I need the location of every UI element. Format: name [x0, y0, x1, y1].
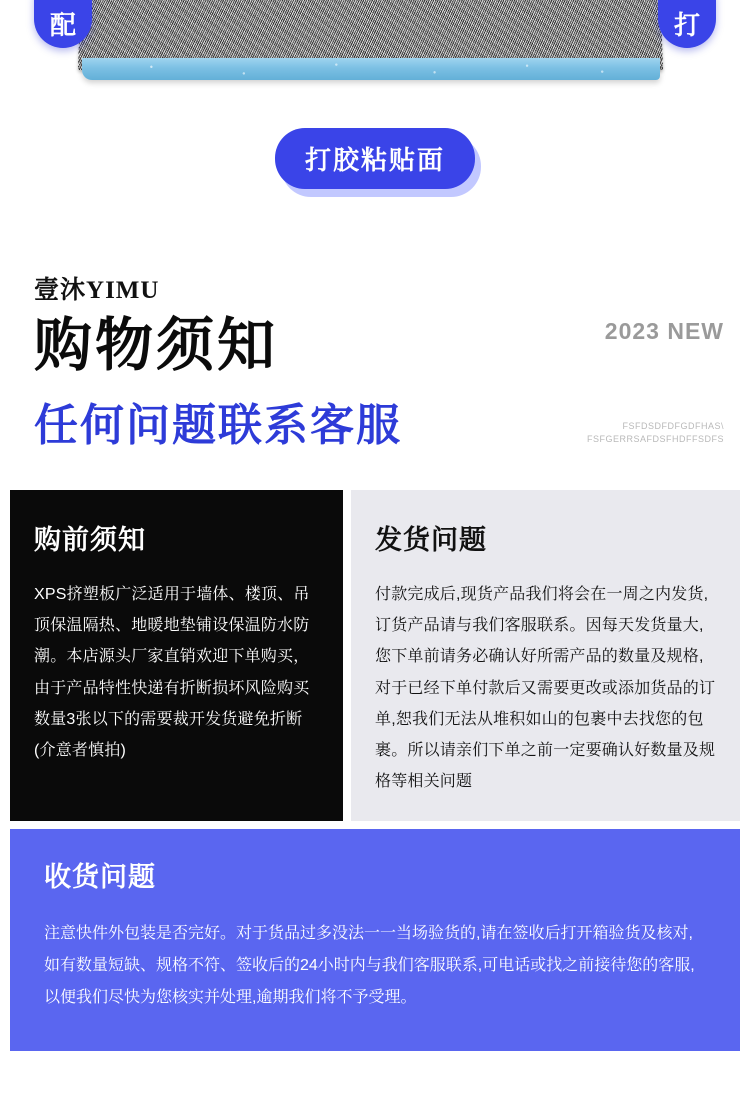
product-hero — [0, 0, 750, 200]
decorative-code-text — [587, 420, 724, 446]
panel-shipping — [351, 490, 740, 821]
panel-receiving-body: 注意快件外包装是否完好。对于货品过多没法一一当场验货的,请在签收后打开箱验货及核对,如有数量短缺、规格不符、签收后的24小时内与我们客服联系,可电话或找之前接待您的客服,以便我们尽快为您核实并处理,逾期我们将不予受理。 — [44, 925, 695, 1007]
glue-surface-badge: 打胶粘贴面 — [275, 128, 475, 189]
board-blue-edge — [82, 58, 660, 80]
brand-name-en: YIMU — [86, 277, 160, 304]
panel-shipping-body: 付款完成后,现货产品我们将会在一周之内发货,订货产品请与我们客服联系。因每天发货量大,您下单前请务必确认好所需产品的数量及规格,对于已经下单付款后又需要更改或添加货品的订单,恕我们无法从堆积如山的包裹中去找您的包裹。所以请亲们下单之前一定要确认好数量及规格等相关问题 — [375, 586, 716, 791]
page-title: 购物须知 — [34, 313, 279, 378]
page-subtitle: 任何问题联系客服 — [34, 400, 402, 450]
year-badge: 2023 NEW — [604, 318, 724, 344]
panel-shipping-heading: 发货问题 — [375, 525, 487, 555]
panel-receiving — [10, 829, 740, 1051]
header-section — [0, 270, 750, 490]
panel-pre-purchase-heading: 购前须知 — [34, 525, 146, 555]
info-panels — [10, 490, 740, 821]
panel-pre-purchase — [10, 490, 343, 821]
pill-label-left: 配 — [34, 0, 92, 48]
xps-board-image — [78, 0, 663, 110]
brand-logo — [34, 270, 716, 306]
pill-label-right: 打 — [658, 0, 716, 48]
code-line-2: FSFGERRSAFDSFHDFFSDFS — [586, 434, 724, 445]
code-line-1: FSFDSDFDFGDFHAS\ — [622, 421, 724, 431]
panel-receiving-heading: 收货问题 — [44, 862, 156, 893]
brand-name-cn: 壹沐 — [34, 276, 87, 304]
panel-pre-purchase-body: XPS挤塑板广泛适用于墙体、楼顶、吊顶保温隔热、地暖地垫铺设保温防水防潮。本店源头厂家直销欢迎下单购买，由于产品特性快递有折断损坏风险购买数量3张以下的需要裁开发货避免折断(介意者慎拍) — [34, 586, 310, 759]
